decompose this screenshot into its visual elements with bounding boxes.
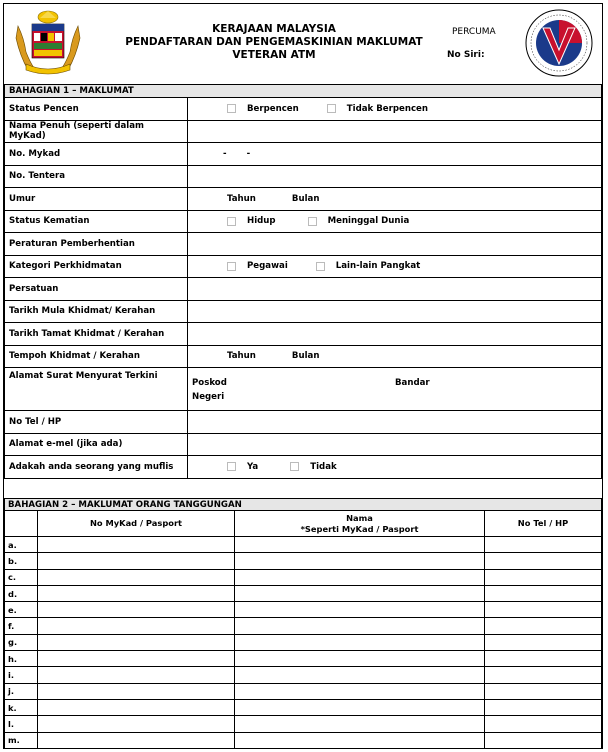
title-line-1: KERAJAAN MALAYSIA (212, 23, 336, 35)
cell-nama[interactable] (235, 537, 485, 553)
option-berpencen: Berpencen (247, 103, 299, 114)
cell-mykad[interactable] (38, 553, 235, 569)
table-row (5, 585, 602, 601)
cell-tel[interactable] (485, 602, 602, 618)
umur-bulan: Bulan (291, 193, 320, 204)
cell-mykad[interactable] (38, 618, 235, 634)
label-tentera: No. Tentera (5, 165, 188, 188)
value-kematian (188, 210, 602, 233)
row-kategori (5, 255, 602, 278)
label-peraturan: Peraturan Pemberhentian (5, 233, 188, 256)
table-row (5, 699, 602, 715)
dependant-rows (5, 537, 602, 749)
table-row (5, 537, 602, 553)
cell-tel[interactable] (485, 651, 602, 667)
cell-mykad[interactable] (38, 699, 235, 715)
form-page (3, 3, 603, 749)
input-tamat[interactable] (188, 323, 602, 346)
row-letter: b. (5, 553, 38, 569)
row-letter: k. (5, 699, 38, 715)
cell-mykad[interactable] (38, 716, 235, 732)
table-row (5, 667, 602, 683)
title-line-3: VETERAN ATM (232, 49, 316, 61)
checkbox-tidak[interactable] (290, 462, 299, 471)
checkbox-tidak-berpencen[interactable] (327, 104, 336, 113)
label-persatuan: Persatuan (5, 278, 188, 301)
cell-tel[interactable] (485, 553, 602, 569)
cell-mykad[interactable] (38, 634, 235, 650)
row-mula (5, 300, 602, 323)
row-letter: l. (5, 716, 38, 732)
header-nama-line1: Nama (346, 512, 373, 523)
cell-tel[interactable] (485, 569, 602, 585)
cell-mykad[interactable] (38, 569, 235, 585)
table-row (5, 618, 602, 634)
header-nama (235, 511, 485, 537)
row-letter: f. (5, 618, 38, 634)
label-umur: Umur (5, 188, 188, 211)
input-mykad[interactable] (188, 143, 602, 166)
row-mykad (5, 143, 602, 166)
checkbox-pegawai[interactable] (227, 262, 236, 271)
malaysia-coat-of-arms-icon (12, 8, 84, 78)
mykad-separator-1: - (223, 148, 227, 159)
table-row (5, 732, 602, 748)
cell-nama[interactable] (235, 683, 485, 699)
value-kategori (188, 255, 602, 278)
table-row (5, 651, 602, 667)
label-kategori: Kategori Perkhidmatan (5, 255, 188, 278)
option-tidak-berpencen: Tidak Berpencen (346, 103, 428, 114)
checkbox-ya[interactable] (227, 462, 236, 471)
row-alamat (5, 368, 602, 411)
alamat-poskod: Poskod (192, 378, 227, 388)
input-tel[interactable] (188, 411, 602, 434)
row-letter: d. (5, 585, 38, 601)
row-letter: h. (5, 651, 38, 667)
input-persatuan[interactable] (188, 278, 602, 301)
umur-tahun: Tahun (227, 193, 256, 204)
checkbox-meninggal-dunia[interactable] (308, 217, 317, 226)
alamat-bandar: Bandar (395, 378, 430, 388)
cell-tel[interactable] (485, 732, 602, 748)
label-alamat: Alamat Surat Menyurat Terkini (5, 368, 188, 411)
table-row (5, 634, 602, 650)
cell-nama[interactable] (235, 602, 485, 618)
section-2-table (4, 498, 602, 749)
table-row (5, 553, 602, 569)
cell-mykad[interactable] (38, 602, 235, 618)
row-status-pencen (5, 98, 602, 121)
form-header (4, 4, 602, 85)
row-tentera (5, 165, 602, 188)
row-letter: a. (5, 537, 38, 553)
input-umur[interactable] (188, 188, 602, 211)
cell-mykad[interactable] (38, 537, 235, 553)
label-nama: Nama Penuh (seperti dalam MyKad) (5, 120, 188, 143)
option-tidak: Tidak (310, 461, 337, 472)
mykad-separator-2: - (246, 148, 251, 159)
row-letter: g. (5, 634, 38, 650)
percuma-label: PERCUMA (452, 27, 496, 37)
tempoh-tahun: Tahun (227, 351, 256, 362)
row-nama (5, 120, 602, 143)
cell-tel[interactable] (485, 537, 602, 553)
cell-nama[interactable] (235, 585, 485, 601)
option-meninggal-dunia: Meninggal Dunia (327, 216, 410, 226)
checkbox-hidup[interactable] (227, 217, 236, 226)
row-persatuan (5, 278, 602, 301)
cell-tel[interactable] (485, 634, 602, 650)
section-1-title: BAHAGIAN 1 – MAKLUMAT (5, 85, 602, 98)
row-peraturan (5, 233, 602, 256)
row-letter: j. (5, 683, 38, 699)
option-hidup: Hidup (247, 216, 276, 226)
header-nama-line2: *Seperti MyKad / Pasport (300, 523, 419, 534)
row-umur (5, 188, 602, 211)
title-line-2: PENDAFTARAN DAN PENGEMASKINIAN MAKLUMAT (125, 36, 423, 48)
cell-nama[interactable] (235, 634, 485, 650)
table-row (5, 716, 602, 732)
row-letter: i. (5, 667, 38, 683)
jabatan-veteran-logo (521, 8, 597, 78)
no-siri-label: No Siri: (447, 50, 485, 60)
label-tel: No Tel / HP (5, 411, 188, 434)
cell-nama[interactable] (235, 699, 485, 715)
value-muflis (188, 456, 602, 479)
cell-nama[interactable] (235, 732, 485, 748)
cell-nama[interactable] (235, 569, 485, 585)
cell-nama[interactable] (235, 651, 485, 667)
section-2-title: BAHAGIAN 2 – MAKLUMAT ORANG TANGGUNGAN (5, 499, 602, 511)
cell-tel[interactable] (485, 618, 602, 634)
label-status-pencen: Status Pencen (5, 98, 188, 121)
cell-nama[interactable] (235, 667, 485, 683)
cell-tel[interactable] (485, 716, 602, 732)
cell-mykad[interactable] (38, 732, 235, 748)
cell-nama[interactable] (235, 618, 485, 634)
label-kematian: Status Kematian (5, 210, 188, 233)
table-row (5, 683, 602, 699)
cell-tel[interactable] (485, 683, 602, 699)
checkbox-berpencen[interactable] (227, 104, 236, 113)
cell-tel[interactable] (485, 585, 602, 601)
label-tamat: Tarikh Tamat Khidmat / Kerahan (5, 323, 188, 346)
cell-mykad[interactable] (38, 651, 235, 667)
cell-nama[interactable] (235, 553, 485, 569)
header-mykad: No MyKad / Pasport (38, 511, 235, 537)
tempoh-bulan: Bulan (291, 351, 320, 362)
row-letter: m. (5, 732, 38, 748)
cell-mykad[interactable] (38, 683, 235, 699)
option-pegawai: Pegawai (247, 261, 288, 271)
form-title (124, 23, 424, 62)
label-tempoh: Tempoh Khidmat / Kerahan (5, 345, 188, 368)
label-mykad: No. Mykad (5, 143, 188, 166)
cell-mykad[interactable] (38, 667, 235, 683)
input-mula[interactable] (188, 300, 602, 323)
label-mula: Tarikh Mula Khidmat/ Kerahan (5, 300, 188, 323)
option-ya: Ya (247, 461, 259, 472)
input-nama[interactable] (188, 120, 602, 143)
row-kematian (5, 210, 602, 233)
input-alamat[interactable] (188, 368, 602, 411)
cell-tel[interactable] (485, 667, 602, 683)
alamat-negeri: Negeri (192, 392, 225, 402)
section-1-table (4, 84, 602, 479)
section-2-header-row (5, 511, 602, 537)
label-muflis: Adakah anda seorang yang muflis (5, 456, 188, 479)
checkbox-lain-lain-pangkat[interactable] (316, 262, 325, 271)
cell-mykad[interactable] (38, 585, 235, 601)
row-letter: e. (5, 602, 38, 618)
row-emel (5, 433, 602, 456)
cell-nama[interactable] (235, 716, 485, 732)
option-lain-lain-pangkat: Lain-lain Pangkat (335, 261, 421, 271)
input-emel[interactable] (188, 433, 602, 456)
row-tel (5, 411, 602, 434)
row-tempoh (5, 345, 602, 368)
header-blank (5, 511, 38, 537)
header-tel: No Tel / HP (485, 511, 602, 537)
row-tamat (5, 323, 602, 346)
table-row (5, 569, 602, 585)
row-letter: c. (5, 569, 38, 585)
input-tempoh[interactable] (188, 345, 602, 368)
value-status-pencen (188, 98, 602, 121)
label-emel: Alamat e-mel (jika ada) (5, 433, 188, 456)
input-peraturan[interactable] (188, 233, 602, 256)
row-muflis (5, 456, 602, 479)
cell-tel[interactable] (485, 699, 602, 715)
input-tentera[interactable] (188, 165, 602, 188)
table-row (5, 602, 602, 618)
